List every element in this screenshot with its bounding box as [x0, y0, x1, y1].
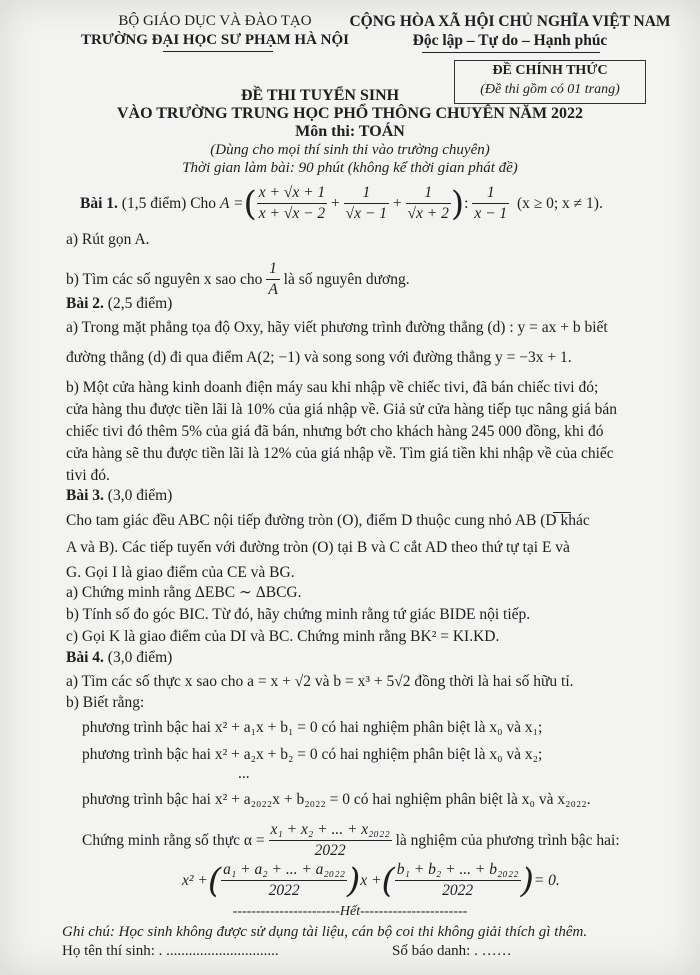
bai2-label: Bài 2.	[66, 295, 104, 312]
header-right	[335, 12, 685, 50]
motto-underline	[422, 52, 600, 53]
bai1-b-text: b) Tìm các số nguyên x sao cho	[66, 270, 263, 288]
stamp-title: ĐỀ CHÍNH THỨC	[492, 63, 608, 78]
bai2-b-line1: b) Một cửa hàng kinh doanh điện máy sau khi nhập về chiếc tivi, đã bán chiếc tivi đó;	[66, 379, 599, 396]
bai3-line3: G. Gọi I là giao điểm của CE và BG.	[66, 564, 295, 581]
fraction-denominator: 2022	[268, 882, 300, 899]
motto: Độc lập – Tự do – Hạnh phúc	[412, 32, 608, 49]
bai2-b-line2: cửa hàng thu được tiền lãi là 10% của giá nhập về. Giả sử cửa hàng tiếp tục nâng giá bán	[66, 401, 617, 418]
bai1-b-fraction	[266, 259, 279, 300]
left-paren: (	[243, 183, 257, 224]
fraction-numerator: 1	[406, 183, 451, 204]
bai2-a-line2: đường thẳng (d) đi qua điểm A(2; −1) và song song với đường thẳng y = −3x + 1.	[66, 349, 572, 366]
bai4-prove	[82, 820, 620, 861]
bai1-label: Bài 1.	[80, 194, 118, 212]
prove-text: Chứng minh rằng số thực α =	[82, 831, 265, 849]
bai3-part-c: c) Gọi K là giao điểm của DI và BC. Chứng minh rằng BK² = KI.KD.	[66, 628, 500, 645]
fraction-numerator: b₁ + b₂ + ... + b₂₀₂₂	[395, 860, 521, 881]
fraction-denominator: √x − 1	[345, 205, 388, 222]
fraction-numerator: x + √x + 1	[257, 183, 327, 204]
exam-title-line2: VÀO TRƯỜNG TRUNG HỌC PHỔ THÔNG CHUYÊN NĂM 2022	[116, 105, 584, 122]
bai4-ellipsis: ...	[238, 765, 250, 782]
right-paren: )	[346, 860, 361, 901]
fraction-numerator: a₁ + a₂ + ... + a₂₀₂₂	[221, 860, 347, 881]
bai4-part-a: a) Tìm các số thực x sao cho a = x + √2 và b = x³ + 5√2 đồng thời là hai số hữu tỉ.	[66, 673, 574, 690]
bai4-equation-1: phương trình bậc hai x² + a₁x + b₁ = 0 có hai nghiệm phân biệt là x₀ và x₁;	[82, 719, 543, 736]
fraction-numerator: x₁ + x₂ + ... + x₂₀₂₂	[269, 820, 392, 841]
fraction-denominator: A	[268, 281, 278, 298]
fraction-denominator: 2022	[314, 842, 346, 859]
bai3-points: (3,0 điểm)	[107, 487, 173, 504]
prove-tail: là nghiệm của phương trình bậc hai:	[395, 831, 620, 849]
final-fraction-2	[395, 860, 521, 901]
bai1-statement: Bài 1. (1,5 điểm) Cho A = ( $\frac{x + √x + 1}{x + √x - 2}$ + $\frac{1}{√x - 1}$ + $\frac{1}{√x + 2}$ ) : $\frac{1}{x - 1}$ (x ≥ 0; x ≠ 1).	[80, 183, 603, 224]
bai3-label: Bài 3.	[66, 487, 104, 504]
bai4-heading	[66, 648, 172, 668]
bai4-equation-2: phương trình bậc hai x² + a₂x + b₂ = 0 có hai nghiệm phân biệt là x₀ và x₂;	[82, 746, 543, 763]
final-fraction-1	[221, 860, 347, 901]
final-end: = 0.	[533, 871, 560, 889]
republic-name: CỘNG HÒA XÃ HỘI CHỦ NGHĨA VIỆT NAM	[349, 13, 671, 30]
bai1-points: (1,5 điểm) Cho	[121, 194, 217, 212]
right-paren: )	[450, 183, 465, 224]
final-mid: x +	[360, 871, 382, 889]
arc-mark	[553, 512, 571, 513]
bai2-points: (2,5 điểm)	[107, 295, 173, 312]
exam-duration: Thời gian làm bài: 90 phút (không kể thời gian phát đề)	[182, 160, 518, 176]
exam-subject: Môn thi: TOÁN	[295, 123, 405, 140]
bai3-heading	[66, 486, 172, 506]
fraction-numerator: 1	[472, 183, 509, 204]
header-left-underline	[163, 51, 273, 52]
bai3-line1: Cho tam giác đều ABC nội tiếp đường tròn (O), điểm D thuộc cung nhỏ AB (D khác	[66, 512, 590, 529]
bai1-fraction-1	[257, 183, 327, 224]
candidate-name: Họ tên thí sinh: . ..............................	[62, 943, 279, 959]
bai1-condition: (x ≥ 0; x ≠ 1).	[516, 194, 603, 212]
bai3-part-b: b) Tính số đo góc BIC. Từ đó, hãy chứng minh rằng tứ giác BIDE nội tiếp.	[66, 606, 531, 623]
exam-title: ĐỀ THI TUYỂN SINH	[240, 87, 400, 104]
bai2-b-line3: chiếc tivi đó thêm 5% của giá đã bán, nhưng bớt cho khách hàng 245 000 đồng, khi đó	[66, 423, 604, 440]
final-x2: x² +	[182, 871, 208, 889]
ministry-name: BỘ GIÁO DỤC VÀ ĐÀO TẠO	[118, 13, 312, 29]
bai4-equation-3: phương trình bậc hai x² + a₂₀₂₂x + b₂₀₂₂ = 0 có hai nghiệm phân biệt là x₀ và x₂₀₂₂.	[82, 791, 591, 808]
bai1-fraction-4	[472, 183, 509, 224]
left-paren: (	[207, 860, 222, 901]
bai2-a-line1: a) Trong mặt phẳng tọa độ Oxy, hãy viết phương trình đường thẳng (d) : y = ax + b biết	[66, 319, 608, 336]
bai4-points: (3,0 điểm)	[107, 649, 173, 666]
bai3-part-a: a) Chứng minh rằng ΔEBC ∼ ΔBCG.	[66, 584, 302, 601]
bai1-fraction-3	[406, 183, 451, 224]
stamp-note: (Đề thi gồm có 01 trang)	[480, 82, 620, 97]
bai1-lhs: A =	[219, 194, 244, 212]
bai1-b-tail: là số nguyên dương.	[283, 270, 410, 288]
fraction-numerator: 1	[266, 259, 279, 280]
bai4-part-b: b) Biết rằng:	[66, 694, 145, 711]
bai2-b-line4: cửa hàng sẽ thu được tiền lãi là 12% của giá nhập về. Tìm giá tiền khi nhập về của chiếc	[66, 445, 614, 462]
bai3-line2: A và B). Các tiếp tuyến với đường tròn (O) tại B và C cắt AD theo thứ tự tại E và	[66, 539, 570, 556]
left-paren: (	[381, 860, 395, 901]
fraction-denominator: x − 1	[474, 205, 508, 222]
official-stamp	[454, 60, 646, 104]
final-equation	[182, 860, 560, 901]
exam-audience: (Dùng cho mọi thí sinh thi vào trường chuyên)	[210, 142, 490, 158]
university-name: TRƯỜNG ĐẠI HỌC SƯ PHẠM HÀ NỘI	[80, 32, 350, 48]
end-marker: -----------------------Hết-----------------------	[232, 904, 468, 919]
candidate-number: Số báo danh: . ……	[392, 943, 512, 959]
header-left	[70, 12, 360, 50]
bai4-label: Bài 4.	[66, 649, 104, 666]
bai2-heading	[66, 294, 172, 314]
alpha-fraction	[269, 820, 392, 861]
fraction-numerator: 1	[344, 183, 389, 204]
footer-note: Ghi chú: Học sinh không được sử dụng tài liệu, cán bộ coi thi không giải thích gì thêm.	[62, 924, 588, 940]
fraction-denominator: √x + 2	[407, 205, 449, 222]
bai1-part-a: a) Rút gọn A.	[66, 231, 150, 248]
bai2-b-line5: tivi đó.	[66, 467, 110, 484]
right-paren: )	[520, 860, 534, 901]
bai1-fraction-2	[344, 183, 389, 224]
fraction-denominator: x + √x − 2	[258, 205, 326, 222]
fraction-denominator: 2022	[442, 882, 474, 899]
